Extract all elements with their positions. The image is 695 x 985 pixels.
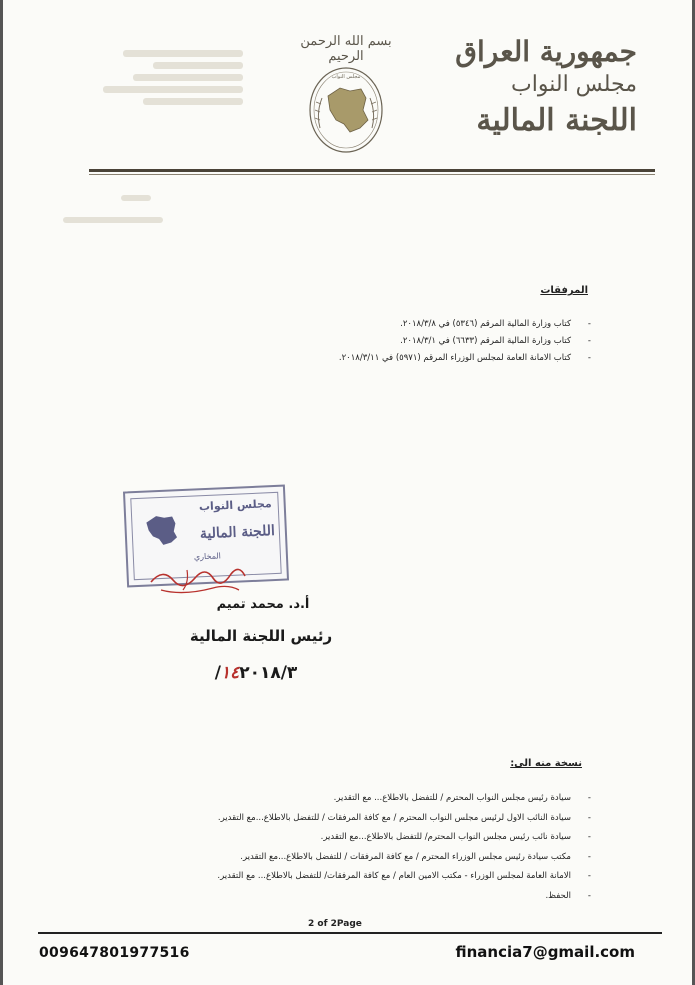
- letterhead-parliament: مجلس النواب: [511, 72, 637, 97]
- document-page: [3, 0, 692, 985]
- faded-line: [133, 74, 243, 81]
- list-item: - سيادة نائب رئيس مجلس النواب المحترم/ للتفضل بالاطلاع...مع التقدير.: [177, 828, 597, 848]
- footer-email: financia7@gmail.com: [455, 943, 635, 961]
- list-item: - مكتب سيادة رئيس مجلس الوزراء المحترم / مع كافة المرفقات / للتفضل بالاطلاع...مع التقدير.: [177, 848, 597, 868]
- list-item: - سيادة رئيس مجلس النواب المحترم / للتفضل بالاطلاع... مع التقدير.: [177, 789, 597, 809]
- footer-divider: [38, 932, 662, 934]
- letterhead-committee: اللجنة المالية: [476, 103, 637, 138]
- attachments-title: المرفقات: [540, 285, 588, 296]
- handwritten-signature: [143, 560, 253, 600]
- header-divider: [89, 169, 655, 172]
- iraq-map-icon: [140, 509, 182, 549]
- signer-name: أ.د. محمد تميم: [216, 597, 310, 612]
- list-item: - كتاب وزارة المالية المرقم (٥٣٤٦) في ٢٠١٨/٣/٨.: [177, 316, 597, 333]
- letterhead-left-faded: [73, 45, 243, 110]
- handwritten-day: ١٤: [220, 663, 240, 683]
- header-divider-thin: [89, 174, 655, 175]
- stamp-line-small: المخاري: [193, 551, 222, 562]
- list-item: - سيادة النائب الاول لرئيس مجلس النواب المحترم / مع كافة المرفقات / للتفضل بالاطلاع...مع التقدير.: [177, 809, 597, 829]
- signer-title: رئيس اللجنة المالية: [189, 627, 333, 645]
- letterhead-country: جمهورية العراق: [455, 35, 637, 68]
- stamp-line-committee: اللجنة المالية: [199, 522, 276, 543]
- list-item: - الحفظ.: [177, 887, 597, 907]
- list-item: - كتاب وزارة المالية المرقم (٦٦٣٣) في ٢٠١٨/٣/١.: [177, 333, 597, 350]
- footer-phone: 009647801977516: [39, 945, 190, 961]
- list-item: - كتاب الامانة العامة لمجلس الوزراء المرقم (٥٩٧١) في ٢٠١٨/٣/١١.: [177, 350, 597, 367]
- signature-date: [181, 663, 331, 683]
- cc-title: نسخة منه الى:: [510, 758, 582, 769]
- date-month-year: ٢٠١٨/٣/: [214, 663, 298, 683]
- attachments-list: [177, 316, 597, 367]
- faded-line: [143, 98, 243, 105]
- stamp-line-parliament: مجلس النواب: [198, 497, 272, 514]
- list-item: - الامانة العامة لمجلس الوزراء - مكتب الامين العام / مع كافة المرفقات/ للتفضل بالاطلاع... مع التقدير.: [177, 867, 597, 887]
- page-number: 2 of 2Page: [308, 919, 362, 929]
- ref-date-faded: [63, 217, 163, 223]
- parliament-emblem-icon: [306, 58, 386, 158]
- faded-line: [123, 50, 243, 57]
- emblem-text: مجلس النواب: [331, 74, 361, 80]
- cc-list: [177, 789, 597, 906]
- faded-line: [153, 62, 243, 69]
- ref-number-faded: [121, 195, 151, 201]
- letterhead-right: [427, 35, 637, 141]
- basmala: بسم الله الرحمن الرحيم: [300, 34, 392, 64]
- faded-line: [103, 86, 243, 93]
